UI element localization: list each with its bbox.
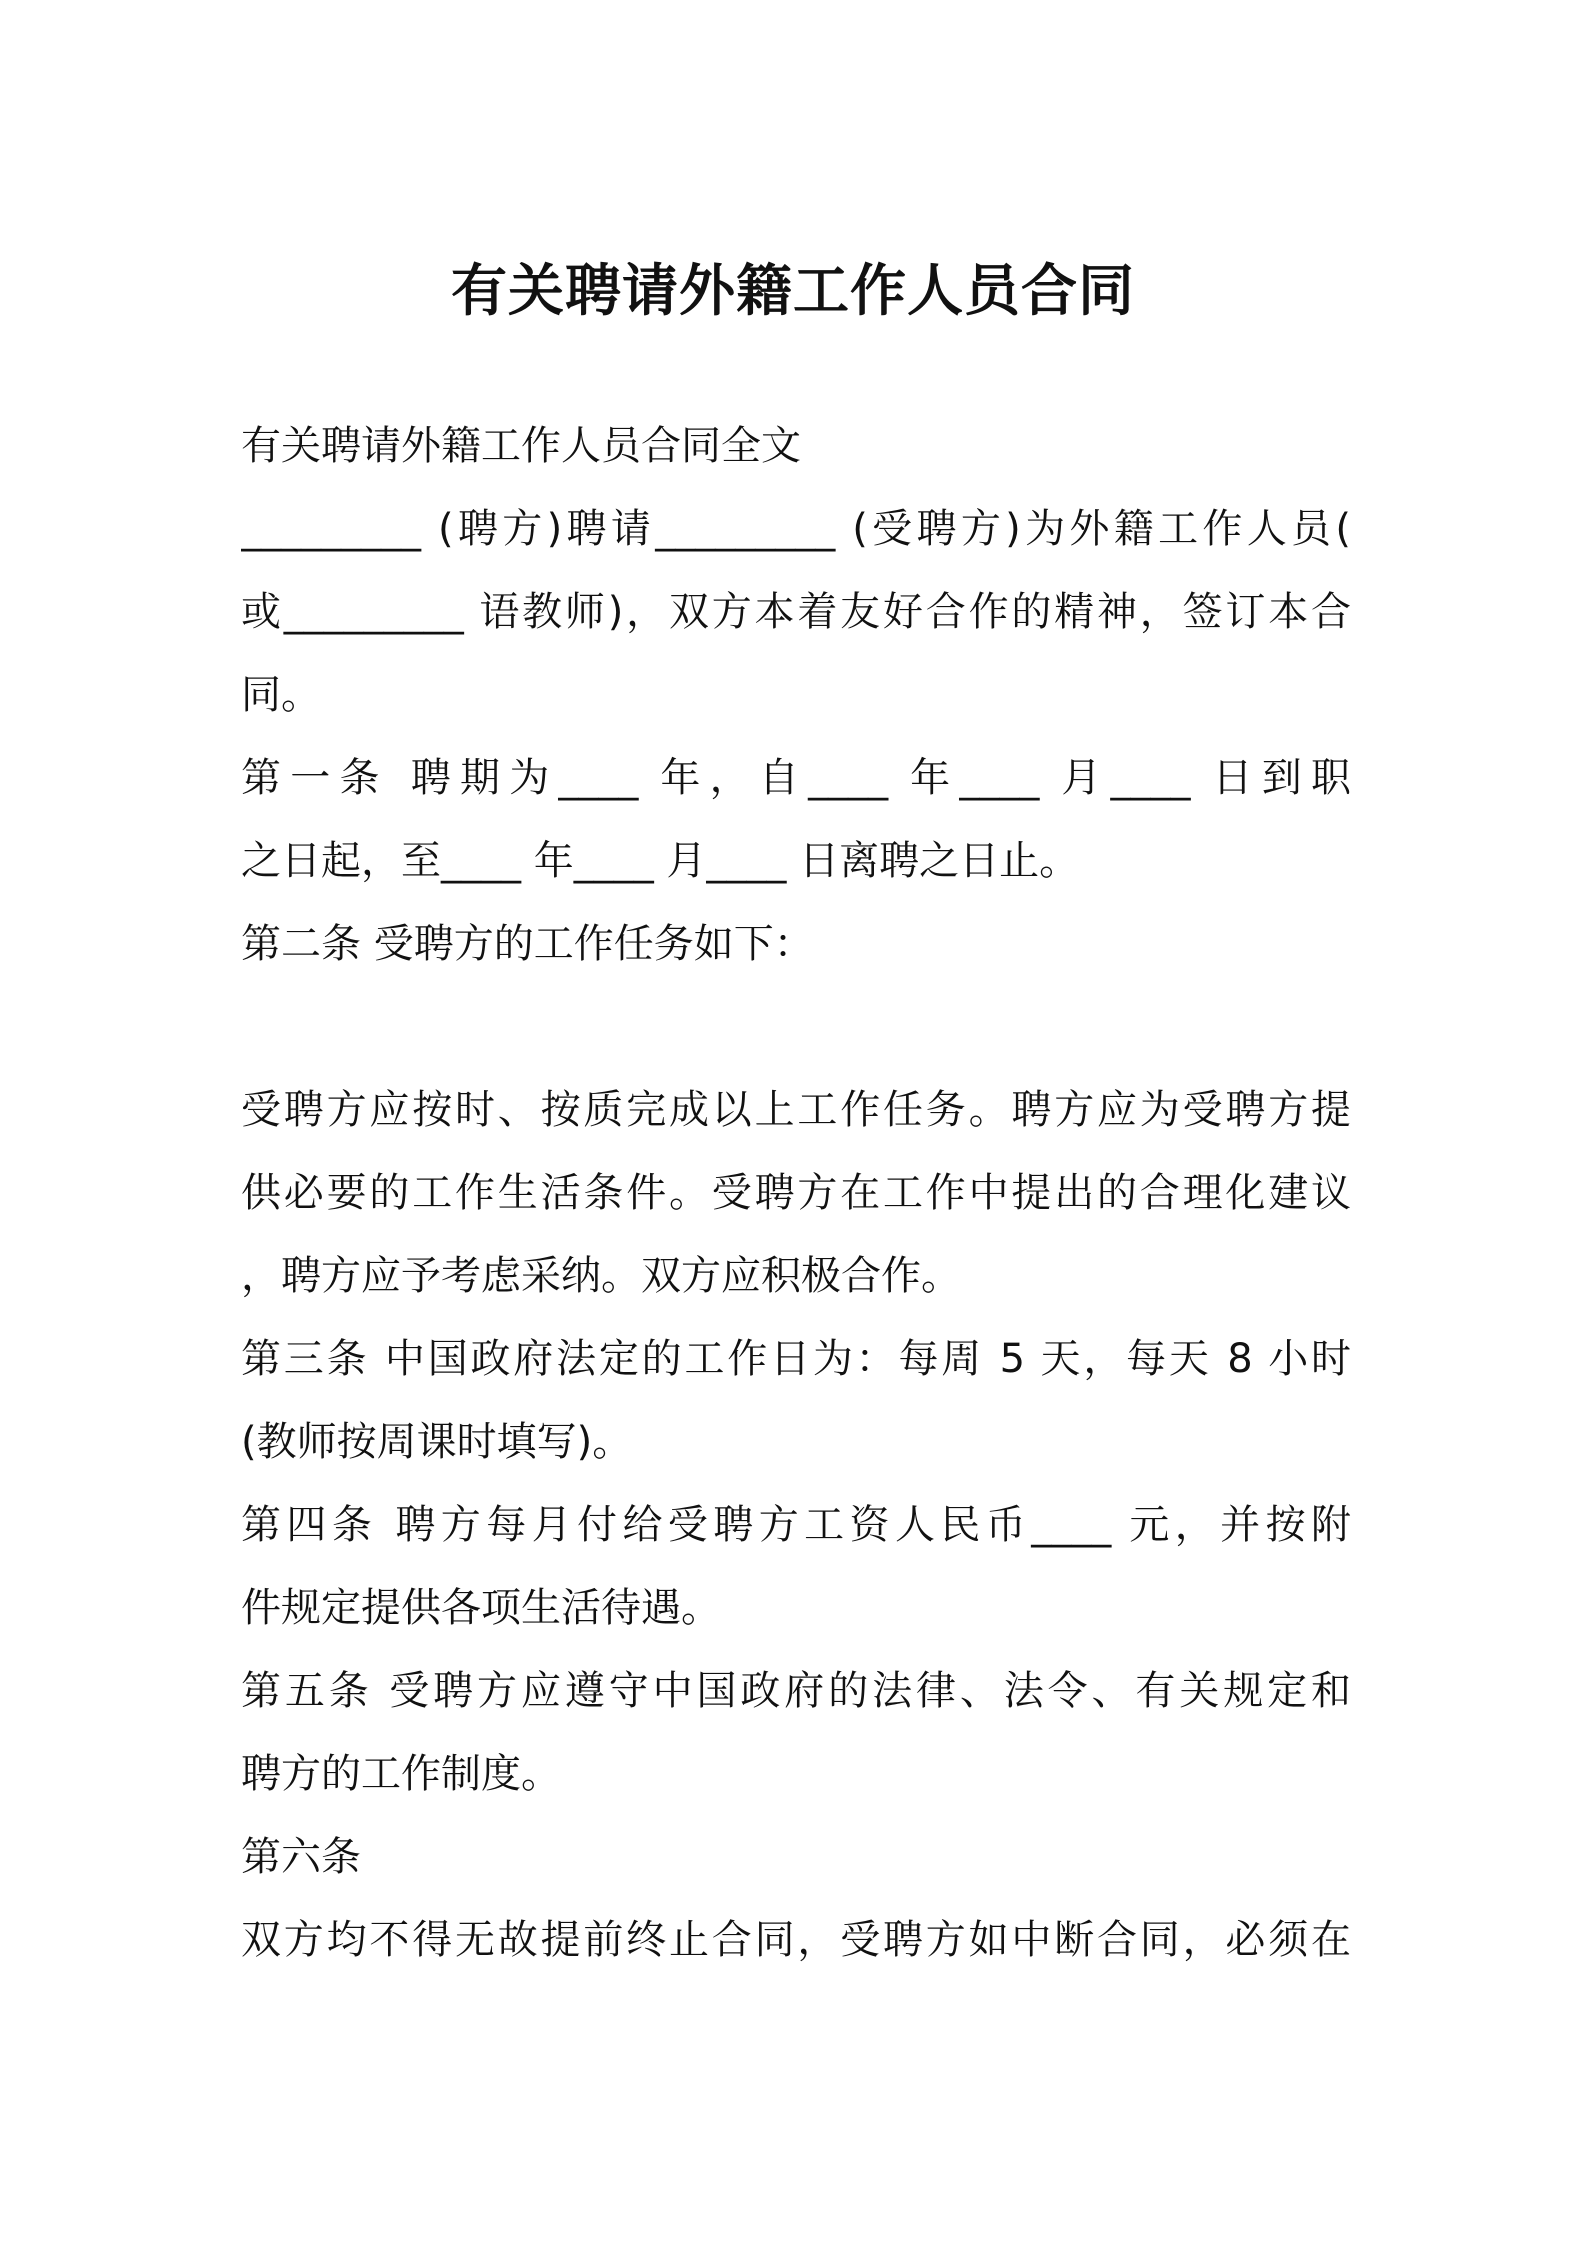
paragraph-line: 同。 [241, 672, 321, 718]
blank-line [241, 986, 1351, 1069]
article-5-line: 聘方的工作制度。 [241, 1751, 561, 1797]
paragraph-line: _________ (聘方)聘请_________ (受聘方)为外籍工作人员( [241, 506, 1351, 552]
article-5-line: 第五条 受聘方应遵守中国政府的法律、法令、有关规定和 [241, 1668, 1351, 1714]
article-6-heading: 第六条 [241, 1834, 361, 1880]
paragraph-line: 或_________ 语教师)，双方本着友好合作的精神，签订本合 [241, 589, 1351, 635]
article-1-line: 第一条 聘期为____ 年，自____ 年____ 月____ 日到职 [241, 755, 1351, 801]
paragraph-line: 受聘方应按时、按质完成以上工作任务。聘方应为受聘方提 [241, 1087, 1351, 1133]
document-title: 有关聘请外籍工作人员合同 [451, 259, 1135, 324]
article-1-line: 之日起，至____ 年____ 月____ 日离聘之日止。 [241, 838, 1080, 884]
article-4-line: 第四条 聘方每月付给受聘方工资人民币____ 元，并按附 [241, 1502, 1351, 1548]
document-body [241, 405, 1351, 1982]
paragraph-line: 供必要的工作生活条件。受聘方在工作中提出的合理化建议 [241, 1170, 1351, 1216]
article-3-line: (教师按周课时填写)。 [241, 1419, 633, 1465]
article-4-line: 件规定提供各项生活待遇。 [241, 1585, 721, 1631]
article-2-line: 第二条 受聘方的工作任务如下： [241, 921, 814, 967]
paragraph-line: ，聘方应予考虑采纳。双方应积极合作。 [241, 1253, 961, 1299]
article-3-line: 第三条 中国政府法定的工作日为：每周 5 天，每天 8 小时 [241, 1336, 1351, 1382]
article-6-line: 双方均不得无故提前终止合同，受聘方如中断合同，必须在 [241, 1917, 1351, 1963]
subtitle-line: 有关聘请外籍工作人员合同全文 [241, 423, 801, 469]
